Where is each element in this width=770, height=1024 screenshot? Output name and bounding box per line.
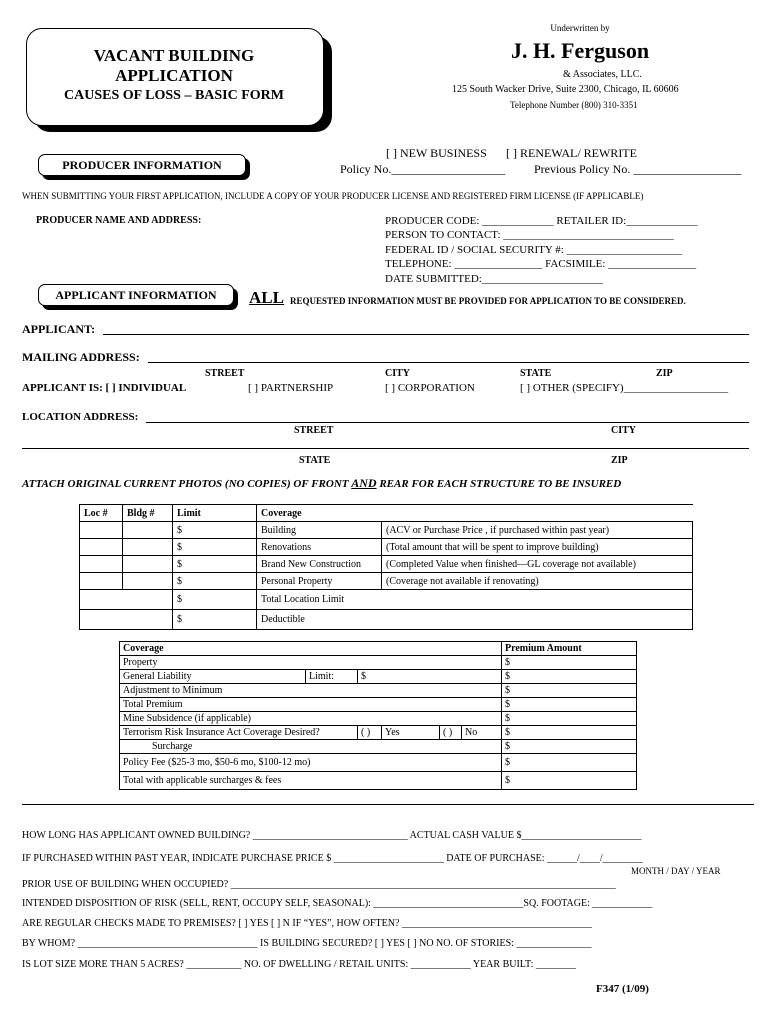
photos-instruction-and: AND (351, 476, 377, 490)
terrorism-no-checkbox[interactable]: ( ) (440, 726, 462, 740)
coverage-note: (Completed Value when finished—GL coverage not available) (382, 556, 693, 573)
premium-label: Mine Subsidence (if applicable) (120, 712, 502, 726)
terrorism-yes-label: Yes (382, 726, 440, 740)
location-address-line[interactable] (146, 422, 749, 423)
question-purchase-price[interactable]: IF PURCHASED WITHIN PAST YEAR, INDICATE PURCHASE PRICE $ ______________________ DATE OF PURCHASE: ______/____/________ (22, 853, 643, 864)
premium-amount[interactable]: $ (502, 726, 637, 740)
premium-table (119, 641, 637, 790)
gl-limit-label: Limit: (306, 670, 358, 684)
applicant-type-other[interactable]: [ ] OTHER (SPECIFY)___________________ (520, 382, 729, 394)
underwriter-address: 125 South Wacker Drive, Suite 2300, Chicago, IL 60606 (452, 84, 679, 95)
underwriter-associates: & Associates, LLC. (563, 69, 642, 80)
new-business-checkbox[interactable]: [ ] NEW BUSINESS (386, 146, 487, 160)
premium-header-row (120, 642, 637, 656)
question-regular-checks[interactable]: ARE REGULAR CHECKS MADE TO PREMISES? [ ] YES [ ] N IF “YES”, HOW OFTEN? ______________________________________ (22, 918, 592, 929)
location-address-line-2[interactable] (22, 448, 749, 449)
premium-amount[interactable]: $ (502, 772, 637, 790)
question-prior-use[interactable]: PRIOR USE OF BUILDING WHEN OCCUPIED? _____________________________________________________________________________ (22, 879, 616, 890)
blank-cell (80, 610, 173, 630)
coverage-header: Coverage (257, 505, 693, 522)
table-row (120, 656, 637, 670)
premium-amount[interactable]: $ (502, 656, 637, 670)
applicant-type-corporation[interactable]: [ ] CORPORATION (385, 382, 475, 394)
mailing-zip-label: ZIP (656, 368, 673, 379)
premium-label: Terrorism Risk Insurance Act Coverage Desired? (120, 726, 358, 740)
all-required-note: REQUESTED INFORMATION MUST BE PROVIDED FOR APPLICATION TO BE CONSIDERED. (290, 296, 686, 306)
table-row (80, 590, 693, 610)
question-by-whom[interactable]: BY WHOM? ____________________________________ IS BUILDING SECURED? [ ] YES [ ] NO NO. OF STORIES: _______________ (22, 938, 592, 949)
premium-label: Adjustment to Minimum (120, 684, 502, 698)
table-row (120, 712, 637, 726)
coverage-note: (ACV or Purchase Price , if purchased within past year) (382, 522, 693, 539)
premium-amount[interactable]: $ (502, 754, 637, 772)
table-row (120, 726, 637, 740)
underwriter-label: Underwritten by (550, 23, 610, 33)
limit-cell[interactable]: $ (173, 539, 257, 556)
premium-amount[interactable]: $ (502, 740, 637, 754)
coverage-cell: Personal Property (257, 573, 382, 590)
applicant-type-partnership[interactable]: [ ] PARTNERSHIP (248, 382, 334, 394)
underwriter-phone: Telephone Number (800) 310-3351 (510, 100, 638, 110)
applicant-line[interactable] (103, 334, 749, 335)
applicant-tag: APPLICANT INFORMATION (38, 284, 234, 306)
terrorism-yes-checkbox[interactable]: ( ) (358, 726, 382, 740)
premium-label: Surcharge (120, 740, 502, 754)
underwriter-name: J. H. Ferguson (510, 38, 650, 63)
coverage-cell: Deductible (257, 610, 693, 630)
table-row (80, 573, 693, 590)
terrorism-no-label: No (462, 726, 502, 740)
date-format-hint: MONTH / DAY / YEAR (631, 866, 721, 876)
location-state-label: STATE (299, 455, 331, 466)
table-row (80, 610, 693, 630)
limit-cell[interactable]: $ (173, 573, 257, 590)
applicant-label: APPLICANT: (22, 322, 96, 336)
premium-label: Policy Fee ($25-3 mo, $50-6 mo, $100-12 mo) (120, 754, 502, 772)
question-ownership[interactable]: HOW LONG HAS APPLICANT OWNED BUILDING? _______________________________ ACTUAL CASH VALUE $________________________ (22, 830, 642, 841)
question-disposition[interactable]: INTENDED DISPOSITION OF RISK (SELL, RENT, OCCUPY SELF, SEASONAL): ______________________________SQ. FOOTAGE: ____________ (22, 898, 653, 909)
applicant-is-label: APPLICANT IS: [ ] INDIVIDUAL (22, 382, 187, 394)
table-row (120, 772, 637, 790)
mailing-address-label: MAILING ADDRESS: (22, 350, 140, 364)
limit-header: Limit (173, 505, 257, 522)
gl-limit-value[interactable]: $ (358, 670, 502, 684)
table-row (120, 684, 637, 698)
table-row (80, 539, 693, 556)
premium-coverage-header: Coverage (120, 642, 502, 656)
loc-cell[interactable] (80, 556, 123, 573)
table-row (80, 522, 693, 539)
premium-amount[interactable]: $ (502, 670, 637, 684)
loc-cell[interactable] (80, 573, 123, 590)
section-divider (22, 804, 754, 805)
federal-id-field[interactable]: FEDERAL ID / SOCIAL SECURITY #: _____________________ (385, 244, 682, 256)
photos-instruction (22, 476, 621, 491)
photos-instruction-post: REAR FOR EACH STRUCTURE TO BE INSURED (376, 478, 622, 490)
coverage-note: (Coverage not available if renovating) (382, 573, 693, 590)
table-row (80, 556, 693, 573)
photos-instruction-pre: ATTACH ORIGINAL CURRENT PHOTOS (NO COPIES) OF FRONT (22, 478, 352, 490)
table-row (120, 670, 637, 684)
location-zip-label: ZIP (611, 455, 628, 466)
bldg-cell[interactable] (123, 556, 173, 573)
question-lot-size[interactable]: IS LOT SIZE MORE THAN 5 ACRES? ___________ NO. OF DWELLING / RETAIL UNITS: ____________ YEAR BUILT: ________ (22, 959, 576, 970)
limit-cell[interactable]: $ (173, 610, 257, 630)
coverage-note: (Total amount that will be spent to improve building) (382, 539, 693, 556)
premium-amount[interactable]: $ (502, 684, 637, 698)
table-row (120, 740, 637, 754)
person-to-contact-field[interactable]: PERSON TO CONTACT: _______________________________ (385, 229, 674, 241)
policy-number-field[interactable]: Policy No.___________________ (340, 162, 506, 176)
premium-amount[interactable]: $ (502, 712, 637, 726)
location-address-label: LOCATION ADDRESS: (22, 411, 139, 423)
bldg-cell[interactable] (123, 522, 173, 539)
loc-cell[interactable] (80, 522, 123, 539)
location-street-label: STREET (294, 425, 334, 436)
producer-name-address-label: PRODUCER NAME AND ADDRESS: (36, 215, 202, 226)
coverage-cell: Building (257, 522, 382, 539)
premium-label: Total with applicable surcharges & fees (120, 772, 502, 790)
form-number: F347 (1/09) (596, 983, 649, 995)
renewal-checkbox[interactable]: [ ] RENEWAL/ REWRITE (506, 146, 637, 160)
bldg-cell[interactable] (123, 539, 173, 556)
form-title-line1: VACANT BUILDING (93, 46, 255, 65)
table-row (120, 698, 637, 712)
premium-amount-header: Premium Amount (502, 642, 637, 656)
premium-label: Property (120, 656, 502, 670)
loc-cell[interactable] (80, 539, 123, 556)
mailing-address-line[interactable] (148, 362, 749, 363)
table-row (120, 754, 637, 772)
limit-cell[interactable]: $ (173, 556, 257, 573)
form-title-line2: APPLICATION (115, 66, 233, 85)
premium-label: Total Premium (120, 698, 502, 712)
producer-code-field[interactable]: PRODUCER CODE: _____________ RETAILER ID:_____________ (385, 215, 698, 227)
coverage-cell: Renovations (257, 539, 382, 556)
producer-tag: PRODUCER INFORMATION (38, 154, 246, 176)
mailing-state-label: STATE (520, 368, 552, 379)
mailing-street-label: STREET (205, 368, 245, 379)
form-subtitle: CAUSES OF LOSS – BASIC FORM (63, 88, 285, 103)
producer-license-note: WHEN SUBMITTING YOUR FIRST APPLICATION, INCLUDE A COPY OF YOUR PRODUCER LICENSE AND REGISTERED FIRM LICENSE (IF APPLICABLE) (22, 191, 644, 201)
previous-policy-field[interactable]: Previous Policy No. __________________ (534, 162, 742, 176)
limits-table (79, 504, 693, 630)
limit-cell[interactable]: $ (173, 590, 257, 610)
limits-header-row (80, 505, 693, 522)
date-submitted-field[interactable]: DATE SUBMITTED:______________________ (385, 273, 603, 285)
all-emphasis: ALL (249, 288, 284, 307)
coverage-cell: Brand New Construction (257, 556, 382, 573)
bldg-header: Bldg # (123, 505, 173, 522)
blank-cell (80, 590, 173, 610)
applicant-type-individual[interactable] (22, 382, 186, 394)
coverage-cell: Total Location Limit (257, 590, 693, 610)
premium-label: General Liability (120, 670, 306, 684)
bldg-cell[interactable] (123, 573, 173, 590)
location-city-label: CITY (611, 425, 637, 436)
telephone-field[interactable]: TELEPHONE: ________________ FACSIMILE: ________________ (385, 258, 697, 270)
mailing-city-label: CITY (385, 368, 411, 379)
limit-cell[interactable]: $ (173, 522, 257, 539)
loc-header: Loc # (80, 505, 123, 522)
premium-amount[interactable]: $ (502, 698, 637, 712)
